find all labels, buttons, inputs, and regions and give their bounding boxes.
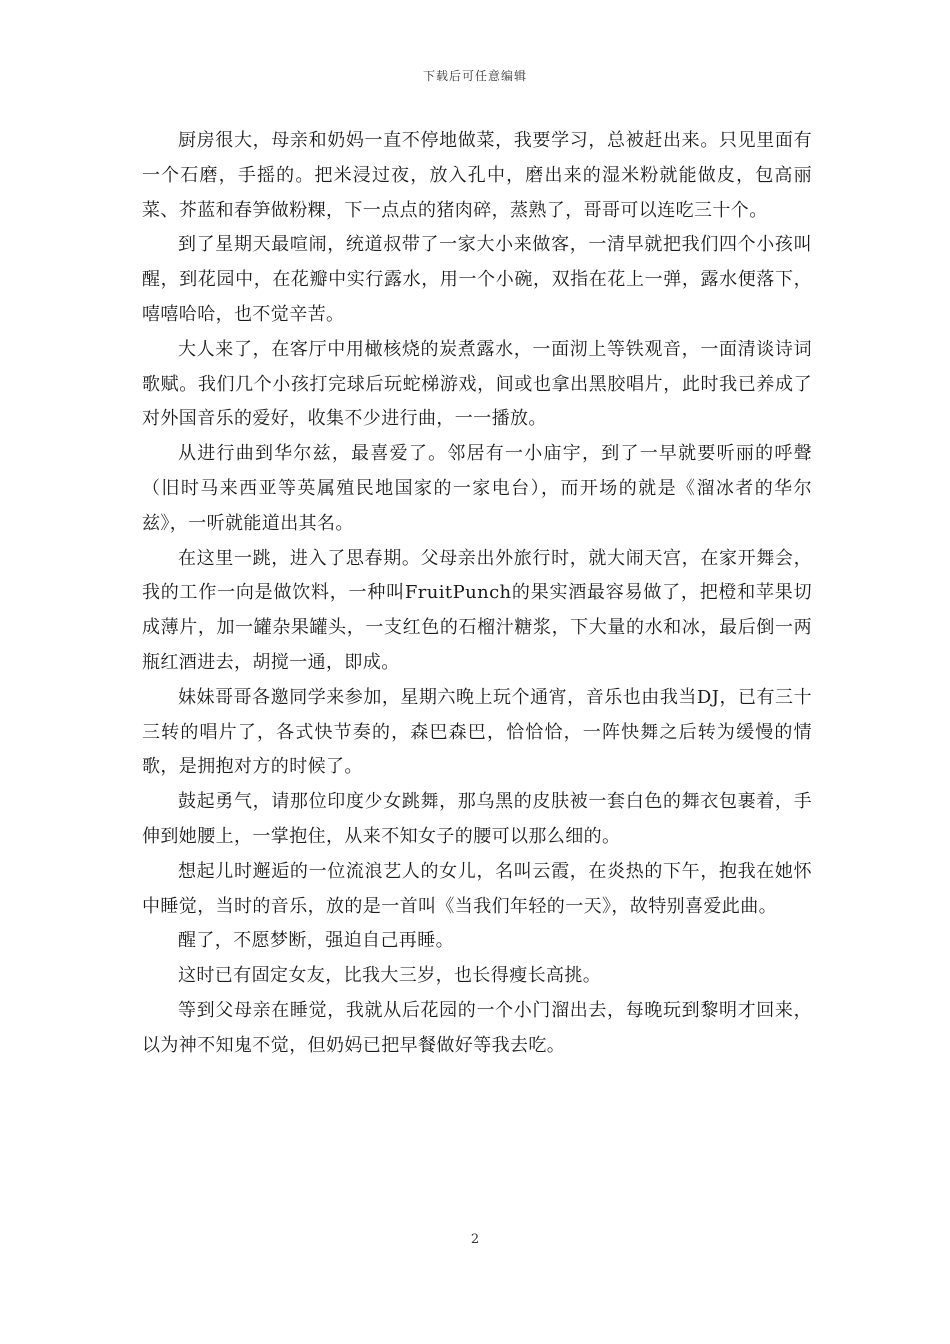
page-number: 2	[470, 1232, 480, 1247]
paragraph: 这时已有固定女友，比我大三岁，也长得瘦长高挑。	[178, 965, 602, 987]
document-body	[142, 124, 812, 1064]
paragraph: 醒了，不愿梦断，强迫自己再睡。	[178, 930, 454, 952]
paragraph: 妹妹哥哥各邀同学来参加，星期六晚上玩个通宵，音乐也由我当DJ，已有三十三转的唱片了，各式快节奏的，森巴森巴，恰恰恰，一阵快舞之后转为缓慢的情歌，是拥抱对方的时候了。	[142, 686, 812, 778]
paragraph: 在这里一跳，进入了思春期。父母亲出外旅行时，就大闹天宫，在家开舞会，我的工作一向是做饮料，一种叫FruitPunch的果实酒最容易做了，把橙和苹果切成薄片，加一罐杂果罐头，一支红色的石榴汁糖浆，下大量的水和冰，最后倒一两瓶红酒进去，胡搅一通，即成。	[142, 547, 812, 673]
page-header: 下载后可任意编辑	[422, 69, 527, 83]
paragraph: 到了星期天最喧闹，统道叔带了一家大小来做客，一清早就把我们四个小孩叫醒，到花园中，在花瓣中实行露水，用一个小碗，双指在花上一弹，露水便落下，嘻嘻哈哈，也不觉辛苦。	[142, 234, 812, 325]
paragraph: 想起儿时邂逅的一位流浪艺人的女儿，名叫云霞，在炎热的下午，抱我在她怀中睡觉，当时的音乐，放的是一首叫《当我们年轻的一天》，故特别喜爱此曲。	[142, 860, 812, 917]
paragraph: 厨房很大，母亲和奶妈一直不停地做菜，我要学习，总被赶出来。只见里面有一个石磨，手摇的。把米浸过夜，放入孔中，磨出来的湿米粉就能做皮，包高丽菜、芥蓝和春笋做粉粿，下一点点的猪肉碎，蒸熟了，哥哥可以连吃三十个。	[142, 130, 812, 221]
paragraph: 等到父母亲在睡觉，我就从后花园的一个小门溜出去，每晚玩到黎明才回来，以为神不知鬼不觉，但奶妈已把早餐做好等我去吃。	[142, 999, 812, 1056]
paragraph: 从进行曲到华尔兹，最喜爱了。邻居有一小庙宇，到了一早就要听丽的呼聲（旧时马来西亚等英属殖民地国家的一家电台），而开场的就是《溜冰者的华尔兹》，一听就能道出其名。	[142, 443, 812, 534]
paragraph: 大人来了，在客厅中用橄核烧的炭煮露水，一面沏上等铁观音，一面清谈诗词歌赋。我们几个小孩打完球后玩蛇梯游戏，间或也拿出黑胶唱片，此时我已养成了对外国音乐的爱好，收集不少进行曲，一一播放。	[142, 338, 812, 430]
paragraph: 鼓起勇气，请那位印度少女跳舞，那乌黑的皮肤被一套白色的舞衣包裹着，手伸到她腰上，一掌抱住，从来不知女子的腰可以那么细的。	[142, 791, 812, 847]
